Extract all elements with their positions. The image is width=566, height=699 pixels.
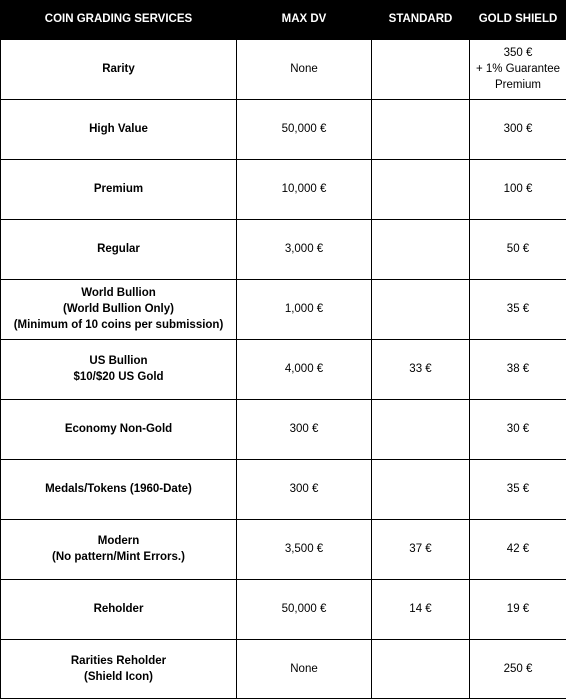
gold-shield-price-cell	[470, 219, 566, 279]
gold-shield-price-line: + 1% Guarantee	[472, 61, 564, 77]
table-row	[1, 99, 566, 159]
table-row	[1, 339, 566, 399]
service-name-line: (Minimum of 10 coins per submission)	[3, 317, 234, 333]
table-header	[1, 0, 566, 39]
max-dv-cell: 4,000 €	[237, 339, 372, 399]
gold-shield-price-cell	[470, 39, 566, 99]
service-name-cell	[1, 339, 237, 399]
service-name-cell	[1, 219, 237, 279]
gold-shield-price-line: 35 €	[472, 481, 564, 497]
gold-shield-price-line: 100 €	[472, 181, 564, 197]
service-name-cell	[1, 579, 237, 639]
gold-shield-price-cell	[470, 159, 566, 219]
table-row	[1, 639, 566, 698]
gold-shield-price-cell	[470, 279, 566, 339]
gold-shield-price-line: 50 €	[472, 241, 564, 257]
standard-price-cell: 33 €	[372, 339, 470, 399]
gold-shield-price-cell	[470, 639, 566, 698]
gold-shield-price-line: 42 €	[472, 541, 564, 557]
service-name-line: Economy Non-Gold	[3, 421, 234, 437]
gold-shield-price-cell	[470, 399, 566, 459]
service-name-cell	[1, 399, 237, 459]
gold-shield-price-line: 30 €	[472, 421, 564, 437]
standard-price-cell: 14 €	[372, 579, 470, 639]
max-dv-cell: 3,500 €	[237, 519, 372, 579]
table-row	[1, 459, 566, 519]
max-dv-cell: 50,000 €	[237, 579, 372, 639]
gold-shield-price-line: Premium	[472, 77, 564, 93]
service-name-cell	[1, 39, 237, 99]
max-dv-cell: 10,000 €	[237, 159, 372, 219]
standard-price-cell	[372, 99, 470, 159]
max-dv-cell: None	[237, 39, 372, 99]
service-name-cell	[1, 159, 237, 219]
header-row	[1, 0, 566, 39]
header-max-dv: MAX DV	[237, 0, 372, 39]
standard-price-cell	[372, 459, 470, 519]
max-dv-cell: 50,000 €	[237, 99, 372, 159]
table-row	[1, 159, 566, 219]
gold-shield-price-line: 350 €	[472, 45, 564, 61]
service-name-line: Modern	[3, 533, 234, 549]
table-row	[1, 519, 566, 579]
standard-price-cell	[372, 159, 470, 219]
service-name-line: Medals/Tokens (1960-Date)	[3, 481, 234, 497]
service-name-line: (Shield Icon)	[3, 669, 234, 685]
standard-price-cell	[372, 639, 470, 698]
table-row	[1, 39, 566, 99]
gold-shield-price-line: 38 €	[472, 361, 564, 377]
service-name-line: World Bullion	[3, 285, 234, 301]
standard-price-cell: 37 €	[372, 519, 470, 579]
service-name-line: (World Bullion Only)	[3, 301, 234, 317]
header-standard: STANDARD	[372, 0, 470, 39]
service-name-line: $10/$20 US Gold	[3, 369, 234, 385]
max-dv-cell: 1,000 €	[237, 279, 372, 339]
service-name-line: US Bullion	[3, 353, 234, 369]
service-name-cell	[1, 459, 237, 519]
service-name-line: High Value	[3, 121, 234, 137]
service-name-line: Regular	[3, 241, 234, 257]
standard-price-cell	[372, 39, 470, 99]
max-dv-cell: 300 €	[237, 399, 372, 459]
gold-shield-price-line: 250 €	[472, 661, 564, 677]
table-body	[1, 39, 566, 698]
header-gold-shield: GOLD SHIELD	[470, 0, 566, 39]
table-row	[1, 399, 566, 459]
max-dv-cell: 3,000 €	[237, 219, 372, 279]
gold-shield-price-cell	[470, 579, 566, 639]
service-name-line: Rarity	[3, 61, 234, 77]
max-dv-cell: 300 €	[237, 459, 372, 519]
service-name-cell	[1, 639, 237, 698]
gold-shield-price-cell	[470, 99, 566, 159]
table-row	[1, 279, 566, 339]
gold-shield-price-line: 35 €	[472, 301, 564, 317]
table-row	[1, 219, 566, 279]
service-name-line: Rarities Reholder	[3, 653, 234, 669]
standard-price-cell	[372, 279, 470, 339]
standard-price-cell	[372, 399, 470, 459]
gold-shield-price-line: 300 €	[472, 121, 564, 137]
gold-shield-price-line: 19 €	[472, 601, 564, 617]
max-dv-cell: None	[237, 639, 372, 698]
table-row	[1, 579, 566, 639]
service-name-line: Reholder	[3, 601, 234, 617]
service-name-line: Premium	[3, 181, 234, 197]
gold-shield-price-cell	[470, 459, 566, 519]
gold-shield-price-cell	[470, 519, 566, 579]
service-name-cell	[1, 279, 237, 339]
service-name-cell	[1, 519, 237, 579]
header-coin-grading-services: COIN GRADING SERVICES	[1, 0, 237, 39]
standard-price-cell	[372, 219, 470, 279]
service-name-cell	[1, 99, 237, 159]
gold-shield-price-cell	[470, 339, 566, 399]
service-name-line: (No pattern/Mint Errors.)	[3, 549, 234, 565]
